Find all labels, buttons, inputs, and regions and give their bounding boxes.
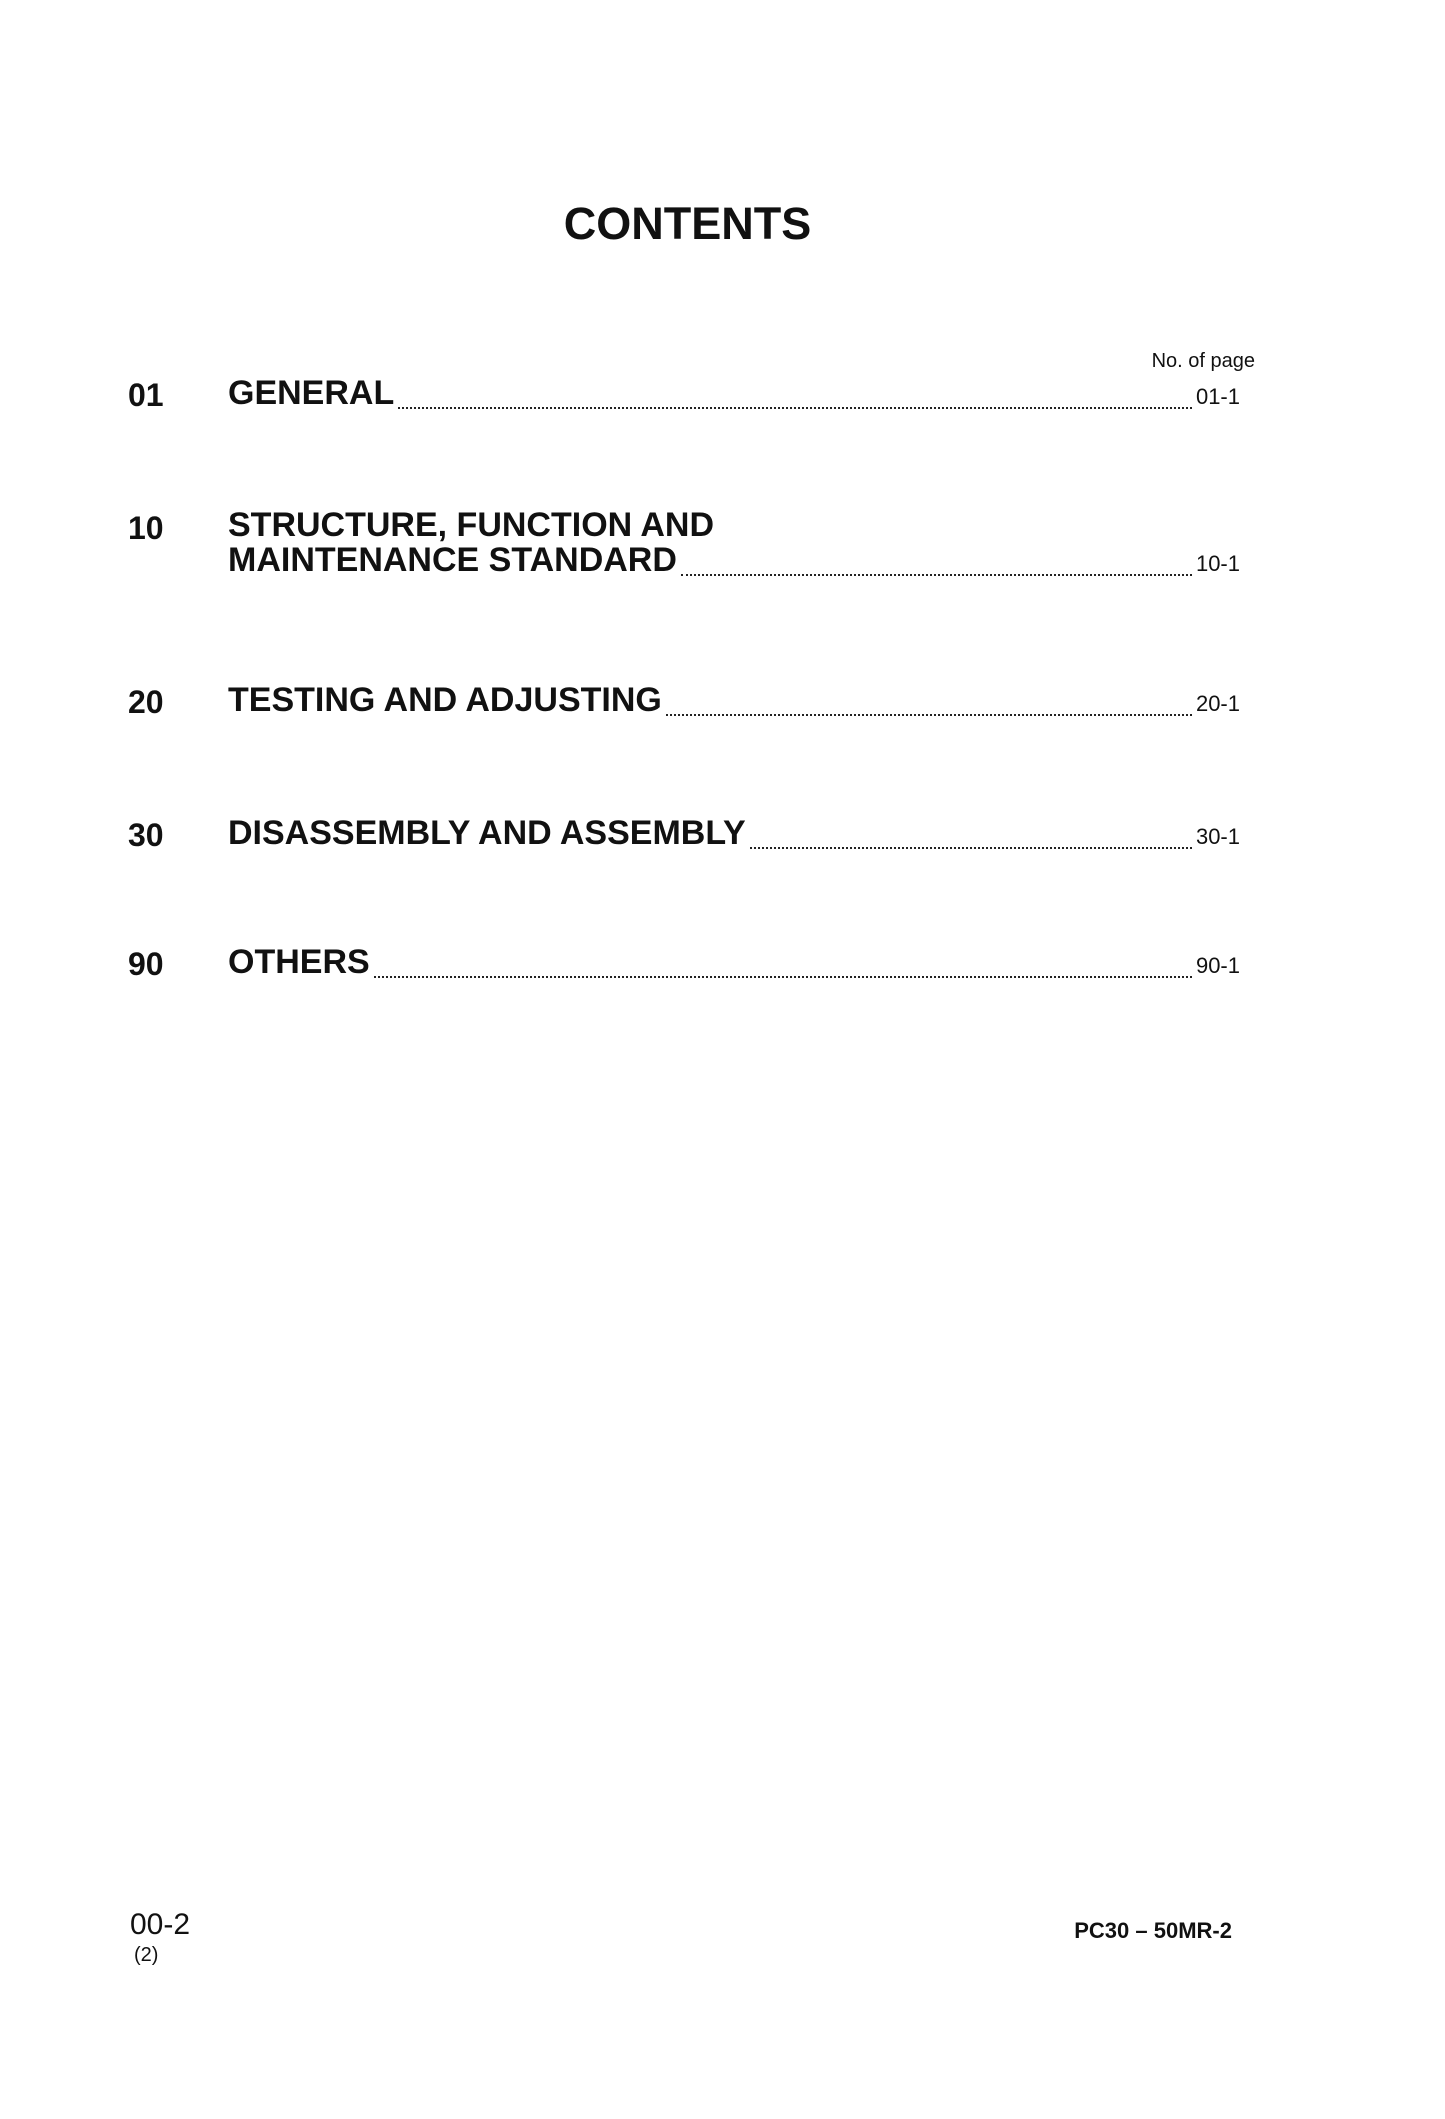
toc-entry-number: 20 bbox=[128, 684, 164, 720]
toc-entry-title: DISASSEMBLY AND ASSEMBLY bbox=[228, 814, 746, 852]
page-title: CONTENTS bbox=[563, 198, 812, 249]
toc-entry-line bbox=[228, 815, 1240, 855]
footer-page-number: 00-2 bbox=[130, 1908, 191, 1941]
toc-entry-number: 01 bbox=[128, 377, 164, 413]
toc-entry-page: 30-1 bbox=[1195, 824, 1240, 849]
toc-entry-body bbox=[228, 682, 1240, 722]
toc-entry-line bbox=[228, 542, 1240, 582]
toc-entry-body bbox=[228, 375, 1240, 415]
dot-leader bbox=[681, 574, 1192, 576]
toc-entry-body bbox=[228, 815, 1240, 855]
footer-page-number-block bbox=[130, 1910, 190, 1970]
toc-entry-line bbox=[228, 944, 1240, 984]
dot-leader bbox=[750, 847, 1192, 849]
toc-entry-body bbox=[228, 944, 1240, 984]
toc-entry-page: 10-1 bbox=[1195, 551, 1240, 576]
dot-leader bbox=[666, 714, 1192, 716]
toc-entry-page: 90-1 bbox=[1195, 953, 1240, 978]
dot-leader bbox=[398, 407, 1192, 409]
footer-revision: (2) bbox=[134, 1944, 159, 1966]
toc-entry-number: 10 bbox=[128, 510, 164, 546]
toc-entry-line bbox=[228, 375, 1240, 415]
dot-leader bbox=[374, 976, 1192, 978]
toc-entry-title: GENERAL bbox=[228, 374, 395, 412]
toc-entry-page: 20-1 bbox=[1195, 691, 1240, 716]
toc-entry-title: TESTING AND ADJUSTING bbox=[228, 681, 662, 719]
toc-entry-title: OTHERS bbox=[228, 943, 370, 981]
toc-entry-line bbox=[228, 682, 1240, 722]
toc-entry-title-line-1: STRUCTURE, FUNCTION AND bbox=[228, 506, 715, 544]
toc-entry-page: 01-1 bbox=[1195, 384, 1240, 409]
toc-entry-number: 30 bbox=[128, 817, 164, 853]
toc-entry-title-line-2: MAINTENANCE STANDARD bbox=[228, 541, 677, 579]
footer-model: PC30 – 50MR-2 bbox=[1074, 1918, 1232, 1943]
column-header-page-number: No. of page bbox=[1151, 350, 1255, 372]
toc-entry-body bbox=[228, 508, 1240, 582]
toc-entry-number: 90 bbox=[128, 946, 164, 982]
